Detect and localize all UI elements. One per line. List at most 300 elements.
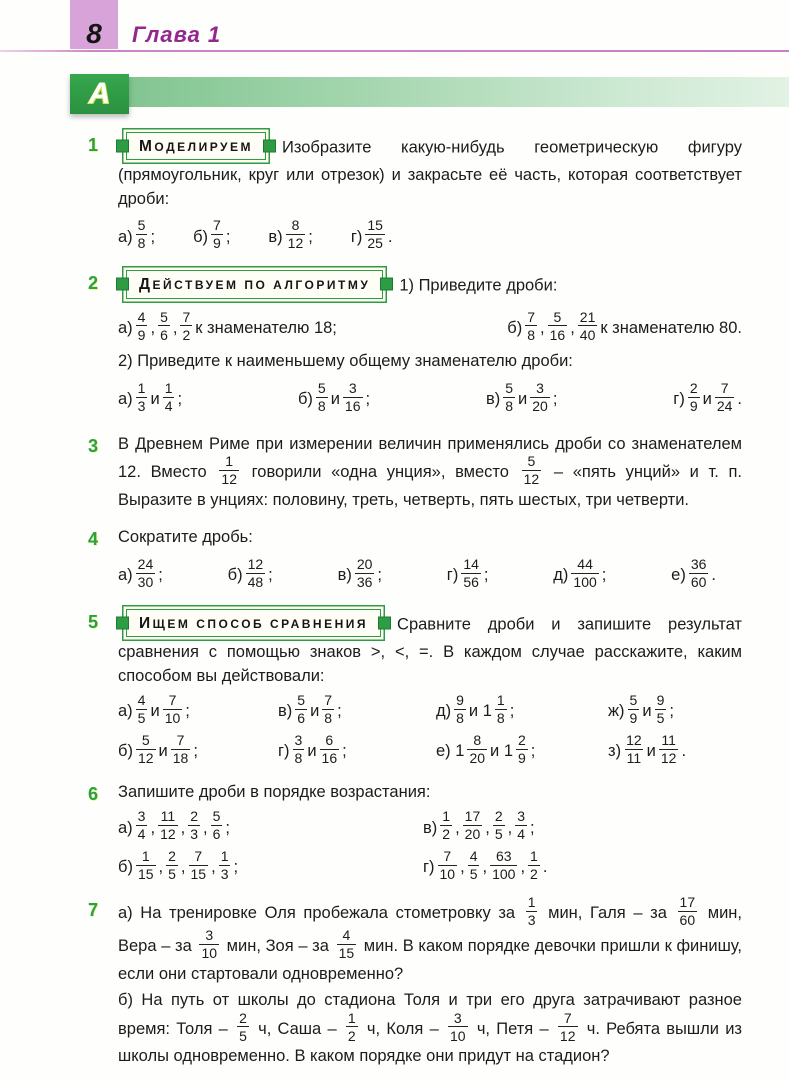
- text-run: ч. Ребята вышли из школы одновременно. В каком порядке они придут на стадион?: [118, 1019, 742, 1066]
- fraction-denominator: 5: [656, 710, 665, 727]
- fraction-numerator: 21: [579, 308, 596, 325]
- text-run: д): [553, 566, 569, 585]
- fraction-denominator: 8: [456, 710, 464, 727]
- text-run: и: [150, 702, 160, 721]
- fraction-numerator: 3: [205, 926, 214, 943]
- option-item: [118, 808, 423, 844]
- fraction-denominator: 3: [220, 866, 229, 883]
- fraction-numerator: 4: [469, 848, 478, 865]
- fraction-denominator: 10: [439, 866, 456, 883]
- text-run: ч, Петя –: [470, 1019, 555, 1038]
- problem-number: 3: [88, 435, 99, 456]
- text-run: в): [278, 702, 293, 721]
- text-run: а) На тренировке Оля пробежала стометровку за: [118, 903, 523, 922]
- fraction: [136, 809, 148, 842]
- fraction: [526, 895, 538, 928]
- fraction-denominator: 4: [137, 826, 146, 843]
- options-row: [118, 731, 742, 768]
- activity-badge: [126, 270, 383, 298]
- problem-text: [118, 270, 742, 302]
- text-run: г): [350, 227, 363, 246]
- fraction: [463, 809, 483, 842]
- text-run: Изобразите какую-нибудь геометрическую фигуру (прямоугольник, круг или отрезок) и закрасьте её часть, которая соответствует дроби:: [118, 138, 742, 208]
- text-run: В Древнем Риме при измерении величин применялись дроби со знаменателем 12. Вместо: [118, 434, 742, 481]
- fraction-denominator: 9: [137, 326, 146, 343]
- fraction: [166, 849, 178, 882]
- fraction-numerator: 1: [137, 379, 146, 396]
- fraction-numerator: 5: [141, 731, 150, 748]
- text-run: з): [608, 742, 622, 761]
- fraction-numerator: 7: [194, 848, 203, 865]
- fraction-numerator: 12: [626, 731, 642, 748]
- fraction-denominator: 18: [172, 750, 189, 767]
- text-run: к знаменателю 80.: [600, 318, 742, 337]
- fraction-numerator: 1: [530, 848, 538, 865]
- option-item: [268, 217, 313, 253]
- fraction-numerator: 4: [137, 308, 146, 325]
- fraction: [516, 733, 528, 766]
- text-run: б): [118, 858, 133, 877]
- fraction-denominator: 9: [689, 398, 698, 415]
- text-run: ,: [150, 818, 156, 837]
- fraction: [136, 381, 148, 414]
- fraction-denominator: 2: [530, 866, 538, 883]
- text-run: в): [268, 227, 283, 246]
- text-run: ;: [225, 818, 231, 837]
- fraction-numerator: 9: [456, 692, 464, 709]
- fraction-denominator: 5: [239, 1027, 247, 1044]
- fraction-denominator: 12: [287, 235, 304, 252]
- fraction: [355, 557, 375, 590]
- text-run: и: [518, 390, 528, 409]
- fraction-denominator: 15: [190, 866, 207, 883]
- fraction: [199, 928, 219, 961]
- fraction: [628, 693, 640, 726]
- activity-badge-label: ДЕЙСТВУЕМ ПО АЛГОРИТМУ: [139, 276, 371, 294]
- problem-5: [88, 609, 742, 770]
- text-run: ,: [158, 858, 164, 877]
- fraction-numerator: 36: [690, 555, 707, 572]
- fraction-numerator: 3: [137, 808, 146, 825]
- text-run: и: [307, 742, 317, 761]
- fraction: [493, 809, 505, 842]
- fraction: [158, 310, 170, 343]
- text-run: а): [118, 390, 133, 409]
- problem-number: 5: [88, 611, 99, 632]
- text-run: ,: [460, 858, 465, 877]
- fraction-denominator: 8: [317, 398, 326, 415]
- problem-text: [118, 526, 742, 549]
- text-run: ;: [308, 227, 313, 246]
- fraction: [440, 809, 452, 842]
- fraction-numerator: 11: [661, 731, 676, 748]
- fraction-denominator: 2: [442, 826, 451, 843]
- problems: [0, 118, 789, 1072]
- fraction-denominator: 12: [660, 750, 677, 767]
- fraction-denominator: 12: [221, 471, 237, 488]
- problem-text: [118, 893, 742, 986]
- problem-number: 6: [88, 783, 99, 804]
- fraction-denominator: 40: [579, 326, 596, 343]
- text-run: а): [118, 566, 133, 585]
- fraction-denominator: 4: [164, 398, 173, 415]
- text-run: ,: [570, 318, 575, 337]
- problem-body: [118, 893, 742, 1072]
- fraction-numerator: 14: [463, 555, 479, 572]
- fraction: [624, 733, 644, 766]
- text-run: говорили «одна унция», вместо: [241, 462, 519, 481]
- text-run: и: [646, 742, 656, 761]
- fraction-denominator: 8: [527, 326, 536, 343]
- fraction-denominator: 8: [294, 750, 303, 767]
- options-row: [118, 308, 742, 345]
- option-item: [227, 555, 273, 592]
- text-run: б) На путь от школы до стадиона Толя и три его друга затрачивают разное время: Толя –: [118, 991, 742, 1038]
- fraction: [219, 454, 239, 487]
- fraction-numerator: 7: [182, 308, 191, 325]
- problem-text: [118, 609, 742, 688]
- text-run: мин, Галя – за: [540, 903, 675, 922]
- chapter-title: Глава 1: [132, 22, 222, 47]
- option-item: [423, 808, 742, 844]
- fraction: [503, 381, 515, 414]
- text-run: ,: [211, 858, 216, 877]
- text-run: ч, Коля –: [360, 1019, 446, 1038]
- text-run: ,: [520, 858, 526, 877]
- text-run: – «пять унций» и т. п. Выразите в унциях: половину, треть, четверть, пять шестых, три четверти.: [118, 462, 743, 510]
- fraction: [689, 557, 709, 590]
- fraction: [530, 381, 550, 414]
- text-run: ,: [180, 858, 186, 877]
- fraction-numerator: 1: [164, 379, 173, 396]
- option-item: [608, 692, 742, 728]
- text-run: ;: [365, 390, 371, 409]
- fraction-numerator: 7: [563, 1009, 572, 1026]
- problem-number: 4: [88, 529, 99, 550]
- fraction-denominator: 12: [137, 750, 154, 767]
- problem-text: [118, 781, 742, 804]
- problem-body: [118, 270, 742, 422]
- fraction: [558, 1011, 578, 1044]
- fraction-denominator: 10: [164, 710, 181, 727]
- fraction-denominator: 56: [463, 574, 479, 591]
- text-run: ;: [601, 566, 607, 585]
- fraction-denominator: 4: [517, 826, 526, 843]
- text-run: ;: [552, 390, 558, 409]
- fraction-denominator: 9: [629, 710, 638, 727]
- fraction: [343, 381, 363, 414]
- fraction: [136, 557, 156, 590]
- text-run: г): [278, 742, 290, 761]
- fraction: [293, 733, 305, 766]
- fraction-denominator: 8: [505, 398, 514, 415]
- text-run: и: [158, 742, 168, 761]
- fraction: [571, 557, 598, 590]
- text-run: б): [193, 227, 209, 246]
- fraction-denominator: 100: [573, 574, 597, 591]
- fraction: [136, 693, 148, 726]
- fraction-numerator: 2: [168, 848, 176, 865]
- fraction-numerator: 15: [367, 217, 383, 234]
- fraction-numerator: 1: [527, 893, 536, 910]
- text-run: ;: [158, 566, 163, 585]
- text-run: в): [423, 818, 438, 837]
- fraction: [163, 693, 183, 726]
- text-run: .: [681, 742, 687, 761]
- text-run: .: [737, 390, 742, 409]
- fraction-numerator: 8: [291, 217, 300, 234]
- option-item: [118, 217, 156, 253]
- fraction: [467, 733, 487, 766]
- fraction-denominator: 15: [338, 945, 355, 961]
- fraction-numerator: 1: [496, 692, 505, 709]
- fraction-numerator: 2: [190, 808, 199, 825]
- problem-text: [118, 350, 742, 373]
- problem-1: [88, 132, 742, 259]
- activity-badge: [126, 609, 381, 637]
- fraction-numerator: 5: [629, 692, 638, 709]
- text-run: к знаменателю 18;: [195, 318, 337, 337]
- fraction-numerator: 1: [347, 1009, 356, 1026]
- fraction: [171, 733, 191, 766]
- text-run: и 1: [468, 702, 492, 721]
- text-run: и: [310, 702, 320, 721]
- option-item: [193, 217, 231, 253]
- fraction-numerator: 3: [348, 379, 357, 396]
- fraction-numerator: 5: [212, 808, 221, 825]
- text-run: и: [150, 390, 160, 409]
- text-run: а): [118, 818, 133, 837]
- option-item: [350, 217, 393, 253]
- text-run: ;: [530, 818, 535, 837]
- fraction-denominator: 48: [247, 574, 264, 591]
- fraction: [322, 693, 334, 726]
- option-item: [337, 555, 382, 592]
- fraction-denominator: 3: [137, 398, 146, 415]
- text-run: мин, Зоя – за: [222, 936, 334, 955]
- fraction: [578, 310, 598, 343]
- text-run: е): [671, 566, 686, 585]
- fraction-denominator: 12: [523, 471, 540, 488]
- fraction-numerator: 2: [494, 808, 503, 825]
- activity-badge: [126, 132, 266, 160]
- text-run: а): [118, 318, 133, 337]
- option-item: [507, 308, 742, 345]
- fraction-numerator: 20: [356, 555, 373, 572]
- option-item: [446, 555, 489, 592]
- text-run: ;: [177, 390, 183, 409]
- text-run: ,: [203, 818, 208, 837]
- fraction-denominator: 25: [367, 235, 383, 252]
- fraction: [211, 218, 223, 251]
- fraction-numerator: 3: [536, 379, 544, 396]
- option-item: [297, 379, 371, 416]
- fraction-numerator: 12: [247, 555, 264, 572]
- fraction-numerator: 3: [294, 731, 303, 748]
- fraction-denominator: 2: [182, 326, 191, 343]
- options-row: [118, 217, 742, 253]
- problem-number: 1: [88, 135, 99, 155]
- fraction-numerator: 5: [553, 308, 562, 325]
- fraction: [468, 849, 480, 882]
- problem-body: [118, 132, 742, 259]
- fraction: [688, 381, 700, 414]
- option-item: [118, 308, 337, 345]
- text-run: .: [387, 227, 393, 246]
- fraction-numerator: 11: [160, 808, 176, 825]
- option-item: [485, 379, 558, 416]
- page-number: 8: [86, 18, 102, 49]
- text-run: ;: [509, 702, 515, 721]
- fraction: [158, 809, 178, 842]
- fraction: [136, 310, 148, 343]
- text-run: и 1: [490, 742, 513, 761]
- problem-text: [118, 132, 742, 211]
- text-run: б): [507, 318, 523, 337]
- fraction-denominator: 20: [464, 826, 481, 843]
- text-run: ;: [483, 566, 489, 585]
- text-run: и: [702, 390, 712, 409]
- fraction-denominator: 6: [212, 826, 221, 843]
- fraction-denominator: 5: [469, 866, 478, 883]
- section-banner: [0, 74, 789, 118]
- fraction: [189, 849, 209, 882]
- fraction-denominator: 5: [168, 866, 176, 883]
- text-run: а): [118, 702, 133, 721]
- options-row: [118, 555, 742, 592]
- fraction: [320, 733, 340, 766]
- fraction-numerator: 3: [453, 1009, 462, 1026]
- fraction-denominator: 8: [137, 235, 146, 252]
- fraction-numerator: 2: [239, 1009, 247, 1026]
- fraction-denominator: 60: [679, 912, 696, 929]
- fraction-denominator: 16: [321, 750, 338, 767]
- fraction: [163, 381, 175, 414]
- text-run: ;: [233, 858, 239, 877]
- text-run: г): [423, 858, 435, 877]
- option-item: [673, 379, 742, 416]
- fraction-numerator: 6: [325, 731, 334, 748]
- text-run: д): [436, 702, 452, 721]
- text-run: ,: [485, 818, 490, 837]
- fraction-denominator: 16: [344, 398, 361, 415]
- fraction-numerator: 1: [220, 848, 229, 865]
- options-row: [118, 379, 742, 416]
- option-item: [608, 731, 742, 768]
- problem-3: [88, 433, 742, 516]
- fraction: [515, 809, 527, 842]
- text-run: ;: [337, 702, 342, 721]
- fraction-denominator: 6: [297, 710, 306, 727]
- fraction: [237, 1011, 249, 1044]
- text-run: ;: [150, 227, 156, 246]
- problem-7: [88, 893, 742, 1072]
- fraction-numerator: 1: [225, 453, 234, 470]
- fraction-denominator: 9: [518, 750, 526, 767]
- fraction-numerator: 5: [505, 379, 514, 396]
- fraction-numerator: 2: [689, 379, 698, 396]
- fraction-denominator: 5: [137, 710, 146, 727]
- fraction-denominator: 6: [160, 326, 168, 343]
- fraction: [188, 809, 200, 842]
- fraction-denominator: 8: [324, 710, 333, 727]
- text-run: ;: [342, 742, 347, 761]
- fraction: [495, 693, 507, 726]
- fraction: [136, 733, 156, 766]
- option-item: [671, 555, 716, 592]
- fraction: [454, 693, 466, 726]
- text-run: мин. В каком порядке девочки пришли к финишу, если они стартовали одновременно?: [118, 936, 742, 983]
- fraction-numerator: 7: [324, 692, 333, 709]
- fraction-numerator: 24: [137, 555, 154, 572]
- text-run: ,: [172, 318, 178, 337]
- text-run: ;: [530, 742, 536, 761]
- fraction-denominator: 10: [450, 1027, 466, 1044]
- text-run: ,: [482, 858, 488, 877]
- text-run: ;: [669, 702, 674, 721]
- problem-text: [118, 989, 742, 1069]
- problem-body: [118, 526, 742, 597]
- fraction-denominator: 20: [532, 398, 548, 415]
- fraction: [211, 809, 223, 842]
- fraction: [678, 895, 698, 928]
- text-run: е) 1: [436, 742, 465, 761]
- fraction: [365, 218, 385, 251]
- fraction-numerator: 63: [495, 848, 512, 865]
- fraction-denominator: 3: [527, 912, 536, 929]
- text-run: в): [485, 390, 501, 409]
- text-run: в): [337, 566, 352, 585]
- fraction: [286, 218, 306, 251]
- text-run: г): [673, 390, 685, 409]
- fraction-numerator: 7: [443, 848, 452, 865]
- text-run: Сравните дроби и запишите результат сравнения с помощью знаков >, <, =. В каждом случае расскажите, каким способом вы действовали:: [118, 615, 742, 685]
- options-row: [118, 808, 742, 844]
- fraction: [522, 454, 542, 487]
- fraction-numerator: 3: [517, 808, 526, 825]
- problem-6: [88, 781, 742, 886]
- fraction-numerator: 9: [656, 692, 665, 709]
- problem-4: [88, 526, 742, 597]
- text-run: ,: [180, 818, 186, 837]
- text-run: ,: [455, 818, 460, 837]
- text-run: ,: [507, 818, 513, 837]
- fraction-numerator: 5: [317, 379, 326, 396]
- text-run: Сократите дробь:: [118, 528, 253, 547]
- fraction-denominator: 12: [559, 1027, 576, 1044]
- fraction: [246, 557, 266, 590]
- banner-strip: [128, 77, 789, 107]
- text-run: а): [118, 227, 133, 246]
- text-run: б): [118, 742, 133, 761]
- fraction-numerator: 4: [137, 692, 146, 709]
- fraction: [180, 310, 192, 343]
- text-run: и: [330, 390, 340, 409]
- fraction: [655, 693, 667, 726]
- option-item: [118, 692, 278, 728]
- fraction-denominator: 30: [137, 574, 154, 591]
- problem-2: [88, 270, 742, 422]
- fraction: [528, 849, 540, 882]
- fraction: [659, 733, 679, 766]
- fraction-numerator: 7: [720, 379, 729, 396]
- fraction-denominator: 12: [160, 826, 176, 843]
- fraction-numerator: 2: [518, 731, 526, 748]
- fraction-numerator: 17: [464, 808, 481, 825]
- text-run: ;: [225, 227, 231, 246]
- text-run: .: [542, 858, 548, 877]
- fraction: [295, 693, 307, 726]
